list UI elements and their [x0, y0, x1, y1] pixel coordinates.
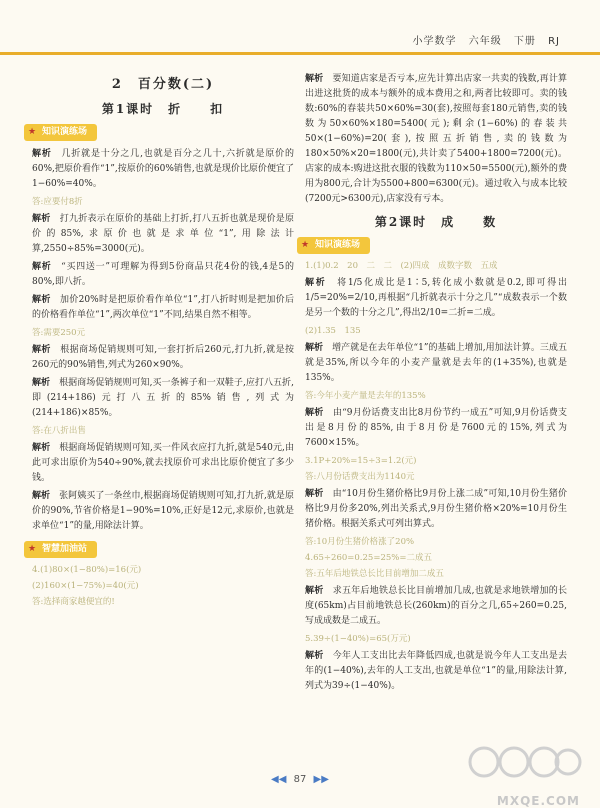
faint-answer: 5.39÷(1−40%)=65(万元) — [305, 634, 411, 644]
answer-label: 解析 — [32, 214, 51, 224]
answer-label: 解析 — [305, 343, 324, 353]
answer-item — [305, 649, 567, 694]
answer-label: 解析 — [32, 149, 52, 159]
answer-item — [305, 276, 567, 321]
answer-item — [32, 212, 294, 257]
right-column — [305, 70, 567, 697]
lesson-title-percent: 第2课时 成 数 — [374, 215, 498, 229]
answer-item — [32, 376, 294, 421]
answer-label: 解析 — [32, 378, 51, 388]
faint-answer: 答:在八折出售 — [32, 426, 86, 436]
section-tag-practice: ★ 知识演练场 — [297, 237, 370, 254]
answer-text: “买四送一”可理解为得到5份商品只花4份的钱,4是5的80%,即八折。 — [32, 262, 294, 287]
answer-text: 根据商场促销规则可知,买一条裤子和一双鞋子,应打八五折,即(214+186)元打八五折的85%销售,列式为(214+186)×85%。 — [32, 378, 294, 418]
answer-label: 解析 — [305, 651, 324, 661]
answer-text: 增产就是在去年单位“1”的基础上增加,用加法计算。三成五就是35%,所以今年的小麦产量就是去年的(1+35%),也就是135%。 — [305, 343, 567, 383]
section-tag-challenge: ★ 智慧加油站 — [24, 541, 97, 558]
lesson-title-discount: 第1课时 折 扣 — [101, 102, 225, 116]
answer-label: 解析 — [305, 278, 327, 288]
answer-text: 根据商场促销规则可知,一套打折后260元,打九折,就是按260元的90%销售,列式为260×90%。 — [32, 345, 294, 370]
prev-page-icon[interactable]: ◀◀ — [271, 774, 287, 785]
answer-text: 由“9月份话费支出比8月份节约一成五”可知,9月份话费支出是8月份的85%,由于8月份是7600元的15%,列式为7600×15%。 — [305, 408, 567, 448]
faint-answer: 1.(1)0.2 20 二 二 (2)四成 成数字数 五成 — [305, 261, 498, 271]
answer-label: 解析 — [305, 408, 324, 418]
answer-item — [32, 441, 294, 486]
answer-item — [305, 584, 567, 629]
page-header — [0, 0, 600, 60]
faint-answer: (2)160×(1−75%)=40(元) — [32, 581, 139, 591]
faint-answer: 答:五年后地铁总长比目前增加二成五 — [305, 569, 444, 579]
answer-text: 由“10月份生猪价格比9月份上涨二成”可知,10月份生猪价格比9月份多20%,列出关系式,9月份生猪价格×20%=10月份生猪价格。根据关系式可列出算式。 — [305, 489, 567, 529]
faint-answer: 3.1P+20%=15÷3=1.2(元) — [305, 456, 417, 466]
answer-text: 根据商场促销规则可知,买一件风衣应打九折,就是540元,由此可求出原价为540÷90%,就去找原价可求出比原价便宜了多少钱。 — [32, 443, 294, 483]
answer-item — [305, 72, 567, 207]
answer-text: 张阿姨买了一条丝巾,根据商场促销规则可知,打九折,就是原价的90%,节省价格是1−90%=10%,正好是12元,求原价,也就是求单位“1”的量,用除法计算。 — [32, 491, 294, 531]
answer-label: 解析 — [305, 74, 324, 84]
faint-answer: 答:需要250元 — [32, 328, 86, 338]
answer-item — [32, 147, 294, 192]
faint-answer: 答:10月份生猪价格涨了20% — [305, 537, 415, 547]
answer-label: 解析 — [32, 295, 51, 305]
left-column — [32, 70, 294, 611]
watermark-text: MXQE.COM — [496, 794, 580, 808]
header-divider — [0, 52, 600, 55]
answer-label: 解析 — [32, 443, 51, 453]
answer-item — [32, 343, 294, 373]
answer-text: 几折就是十分之几,也就是百分之几十,六折就是原价的60%,把原价看作“1”,按原价的60%销售,也就是现价比原价便宜了1−60%=40%。 — [32, 149, 294, 189]
answer-label: 解析 — [32, 345, 51, 355]
answer-text: 加价20%时是把原价看作单位“1”,打八折时则是把加价后的价格看作单位“1”,两次单位“1”不同,结果自然不相等。 — [32, 295, 294, 320]
section-tag-practice: ★ 知识演练场 — [24, 124, 97, 141]
answer-text: 将1/5化成比是1∶5,转化成小数就是0.2,即可得出1/5=20%=2/10,再根据“几折就表示十分之几”“成数表示一个数是另一个数的十分之几”,得出2/10=二折=二成。 — [305, 278, 567, 318]
answer-item — [305, 406, 567, 451]
answer-item — [32, 489, 294, 534]
faint-answer: 4.65÷260=0.25=25%=二成五 — [305, 553, 432, 563]
answer-item — [305, 341, 567, 386]
answer-item — [32, 293, 294, 323]
answer-label: 解析 — [305, 489, 324, 499]
answer-item — [32, 260, 294, 290]
answer-label: 解析 — [305, 586, 324, 596]
answer-text: 今年人工支出比去年降低四成,也就是说今年人工支出是去年的(1−40%),去年的人工支出,也就是单位“1”的量,用除法计算,列式为39÷(1−40%)。 — [305, 651, 567, 691]
faint-answer: 答:今年小麦产量是去年的135% — [305, 391, 426, 401]
watermark-logo-icon — [464, 740, 582, 796]
answer-label: 解析 — [32, 262, 52, 272]
header-grade: 六年级 — [468, 36, 502, 47]
header-info — [405, 32, 560, 47]
faint-answer: 4.(1)80×(1−80%)=16(元) — [32, 565, 142, 575]
faint-answer: 答:应要付8折 — [32, 197, 83, 207]
faint-answer: (2)1.35 135 — [305, 326, 361, 336]
page-number: 87 — [293, 774, 307, 785]
faint-answer: 答:选择商家越便宜的! — [32, 597, 115, 607]
answer-label: 解析 — [32, 491, 51, 501]
answer-item — [305, 487, 567, 532]
answer-text: 打九折表示在原价的基础上打折,打八五折也就是现价是原价的85%,求原价也就是求单位“1”,用除法计算,2550÷85%=3000(元)。 — [32, 214, 294, 254]
header-subject: 小学数学 — [412, 36, 457, 47]
faint-answer: 答:八月份话费支出为1140元 — [305, 472, 415, 482]
unit-title: 2 百分数(二) — [111, 77, 215, 92]
header-volume: 下册 — [513, 36, 536, 47]
next-page-icon[interactable]: ▶▶ — [313, 774, 329, 785]
header-edition: RJ — [548, 36, 560, 47]
answer-text: 求五年后地铁总长比目前增加几成,也就是求地铁增加的长度(65km)占目前地铁总长(260km)的百分之几,65÷260=0.25,写成成数是二成五。 — [305, 586, 567, 626]
answer-text: 要知道店家是否亏本,应先计算出店家一共卖的钱数,再计算出进这批货的成本与额外的成本费用之和,两者比较即可。卖的钱数:60%的春装共50×60%=30(套),按照每套180元销售,卖的钱数为50×60%×180=5400(元);剩余(1−60%)的春装共50×(1−60%)=20(套),按照五折销售,卖的钱数为180×50%×20=1800(元),共计卖了5400+1800=7200(元)。店家的成本:购进这批衣服的钱数为110×50=5500(元),额外的费用为800元,合计为5500+800=6300(元)。通过收入与成本比较(7200元>6300元),店家没有亏本。 — [305, 74, 567, 204]
